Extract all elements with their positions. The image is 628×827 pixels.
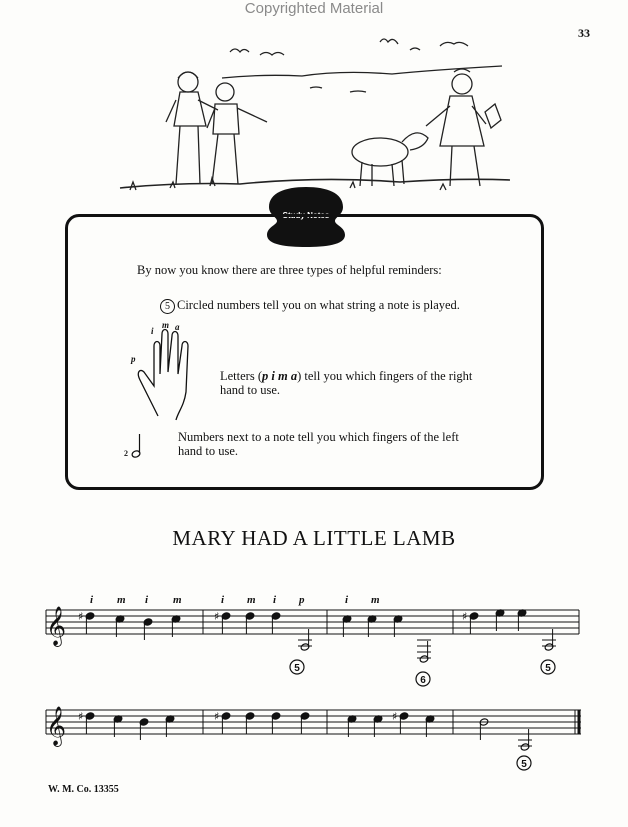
hand-letter-i: i bbox=[151, 326, 154, 336]
children-and-lamb-illustration bbox=[110, 30, 530, 200]
sharp-sign: ♯ bbox=[78, 710, 84, 723]
fingering-i: i bbox=[345, 594, 349, 606]
treble-clef-icon: 𝄞 bbox=[46, 706, 67, 746]
string-number: 6 bbox=[420, 675, 426, 686]
sharp-sign: ♯ bbox=[462, 610, 468, 623]
string-number: 5 bbox=[294, 663, 300, 674]
study-notes-intro: By now you know there are three types of helpful reminders: bbox=[137, 263, 442, 277]
treble-clef-icon: 𝄞 bbox=[46, 606, 67, 646]
sharp-sign: ♯ bbox=[78, 610, 84, 623]
circled-number-example: 5 bbox=[160, 299, 175, 314]
fingering-m: m bbox=[117, 594, 126, 606]
circled-numbers-reminder bbox=[160, 298, 460, 314]
numbers-reminder: Numbers next to a note tell you which fingers of the left hand to use. bbox=[178, 430, 459, 458]
string-marks-layer bbox=[290, 660, 555, 770]
sharp-sign: ♯ bbox=[214, 710, 220, 723]
sharp-sign: ♯ bbox=[214, 610, 220, 623]
fingering-m: m bbox=[371, 594, 380, 606]
right-hand-icon bbox=[128, 316, 208, 426]
fingering-p: p bbox=[299, 594, 305, 606]
badge-label: Study Notes bbox=[282, 211, 330, 220]
publisher-code: W. M. Co. 13355 bbox=[48, 784, 119, 795]
fingering-m: m bbox=[247, 594, 256, 606]
letters-reminder: Letters (p i m a) tell you which fingers of the right hand to use. bbox=[220, 369, 473, 397]
music-score bbox=[0, 585, 628, 775]
fingering-i: i bbox=[221, 594, 225, 606]
hand-letter-m: m bbox=[162, 320, 170, 330]
notes-layer bbox=[78, 609, 556, 751]
watermark: Copyrighted Material bbox=[244, 0, 384, 17]
string-number: 5 bbox=[521, 759, 527, 770]
hand-letter-p: p bbox=[131, 354, 136, 364]
circled-numbers-text: Circled numbers tell you on what string a note is played. bbox=[177, 298, 460, 312]
string-number: 5 bbox=[545, 663, 551, 674]
page-number: 33 bbox=[578, 26, 590, 40]
pima-letters: p i m a bbox=[262, 369, 298, 383]
svg-text:2: 2 bbox=[124, 449, 128, 458]
hand-letter-a: a bbox=[175, 322, 180, 332]
fingered-note-icon bbox=[124, 428, 154, 462]
fingering-i: i bbox=[145, 594, 149, 606]
fingering-layer bbox=[90, 594, 380, 606]
fingering-m: m bbox=[173, 594, 182, 606]
fingering-i: i bbox=[90, 594, 94, 606]
fingering-i: i bbox=[273, 594, 277, 606]
sharp-sign: ♯ bbox=[392, 710, 398, 723]
song-title: MARY HAD A LITTLE LAMB bbox=[172, 526, 456, 550]
